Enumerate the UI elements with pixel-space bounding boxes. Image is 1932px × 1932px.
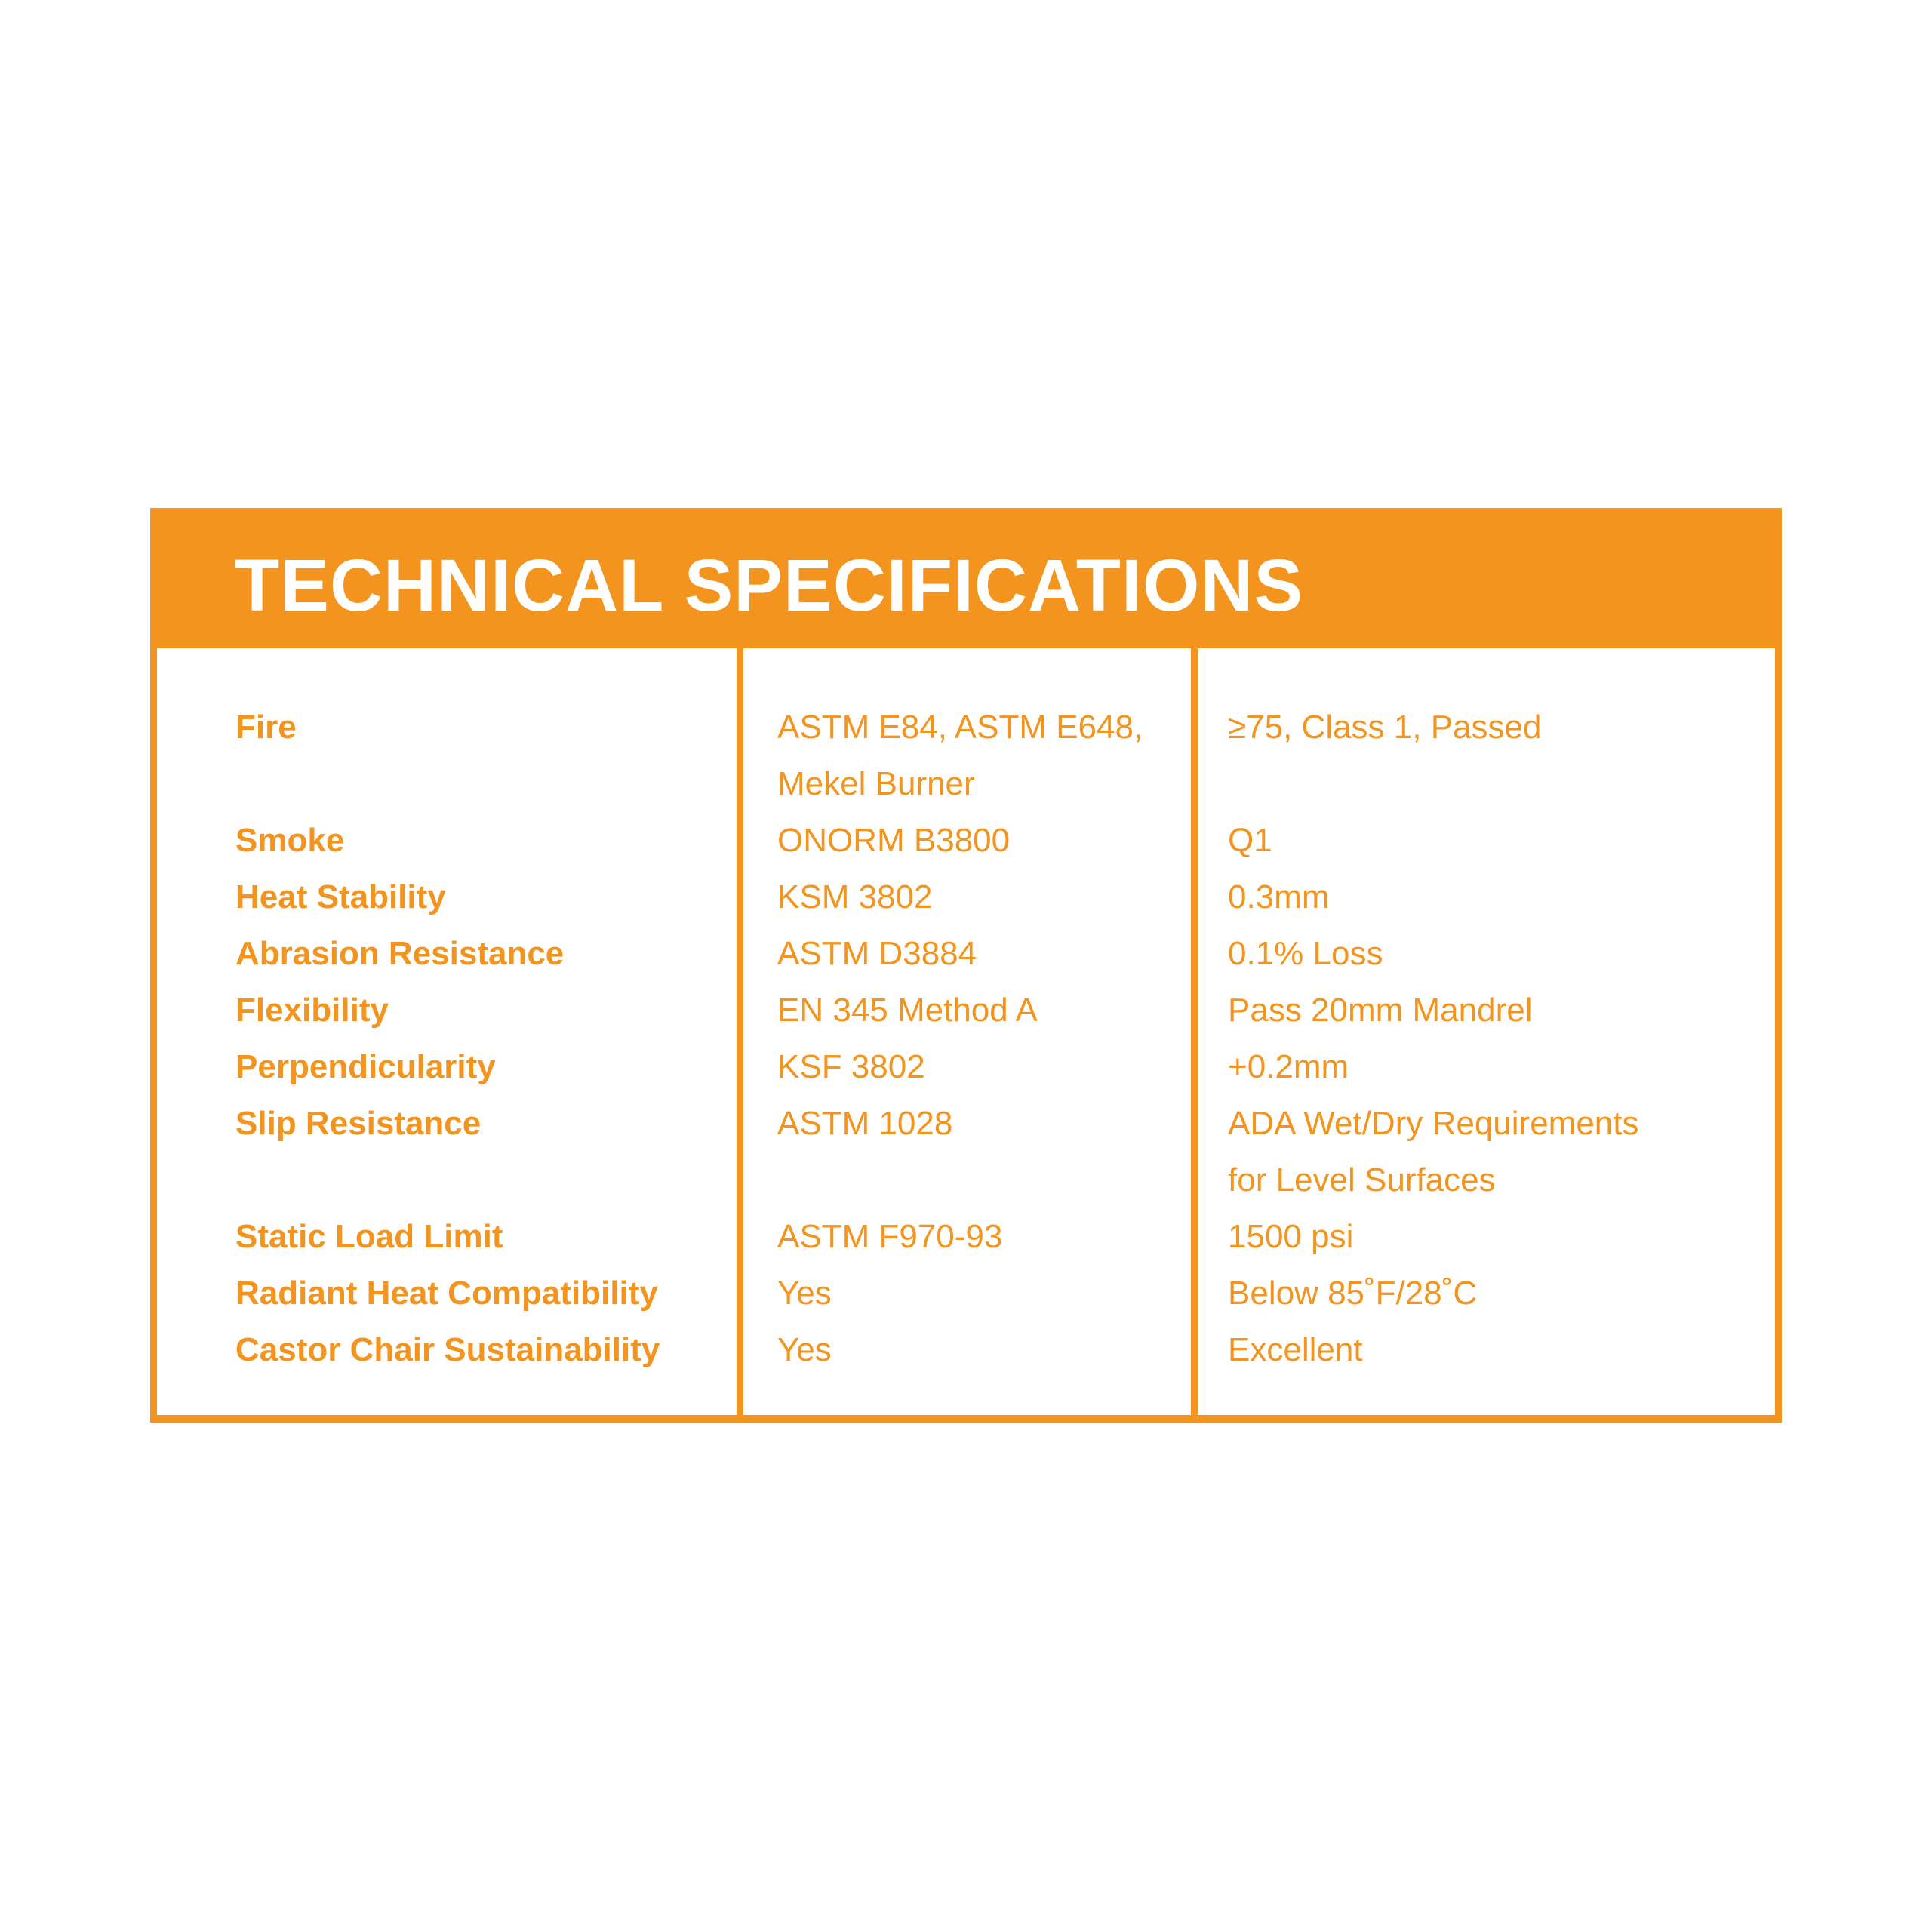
cell-line: Q1 <box>1228 822 1272 859</box>
cell-line: Excellent <box>1228 1331 1363 1368</box>
cell-line: for Level Surfaces <box>1228 1161 1496 1198</box>
cell-test-standard <box>743 699 1198 812</box>
cell-test-standard <box>743 1208 1198 1265</box>
cell-line: ≥75, Class 1, Passed <box>1228 709 1542 746</box>
table-row <box>157 699 1775 812</box>
cell-line: Flexibility <box>235 992 389 1029</box>
cell-property <box>157 1265 743 1321</box>
page-title: TECHNICAL SPECIFICATIONS <box>235 543 1304 626</box>
cell-test-standard <box>743 982 1198 1038</box>
cell-line: Yes <box>777 1275 832 1312</box>
table-row <box>157 925 1775 982</box>
cell-test-standard <box>743 1038 1198 1095</box>
column-divider-1 <box>737 648 743 1415</box>
cell-line: ASTM 1028 <box>777 1105 953 1142</box>
table-row <box>157 869 1775 925</box>
table-row <box>157 1265 1775 1321</box>
cell-result <box>1198 1321 1775 1378</box>
cell-property <box>157 1095 743 1152</box>
table-row <box>157 1208 1775 1265</box>
technical-specifications-card <box>150 508 1782 1423</box>
cell-result <box>1198 699 1775 755</box>
cell-result <box>1198 1095 1775 1208</box>
cell-test-standard <box>743 1265 1198 1321</box>
cell-line: Smoke <box>235 822 345 859</box>
cell-line: Mekel Burner <box>777 765 975 802</box>
spec-table <box>150 648 1782 1423</box>
cell-line: Heat Stability <box>235 878 446 915</box>
cell-test-standard <box>743 812 1198 869</box>
column-divider-2 <box>1191 648 1198 1415</box>
cell-line: ADA Wet/Dry Requirements <box>1228 1105 1639 1142</box>
cell-line: ASTM D3884 <box>777 935 977 972</box>
cell-line: 1500 psi <box>1228 1218 1354 1255</box>
cell-line: KSM 3802 <box>777 878 933 915</box>
cell-line: 0.1% Loss <box>1228 935 1383 972</box>
cell-result <box>1198 925 1775 982</box>
cell-property <box>157 925 743 982</box>
cell-result <box>1198 1038 1775 1095</box>
cell-property <box>157 982 743 1038</box>
spec-rows <box>157 699 1775 1378</box>
cell-result <box>1198 982 1775 1038</box>
cell-property <box>157 869 743 925</box>
cell-line: EN 345 Method A <box>777 992 1038 1029</box>
cell-line: ASTM E84, ASTM E648, <box>777 709 1143 746</box>
cell-property <box>157 1038 743 1095</box>
cell-property <box>157 812 743 869</box>
cell-line: Castor Chair Sustainability <box>235 1331 660 1368</box>
cell-test-standard <box>743 1321 1198 1378</box>
cell-line: +0.2mm <box>1228 1048 1349 1085</box>
cell-line: Abrasion Resistance <box>235 935 565 972</box>
cell-test-standard <box>743 869 1198 925</box>
cell-line: KSF 3802 <box>777 1048 925 1085</box>
cell-line: Static Load Limit <box>235 1218 503 1255</box>
cell-line: Radiant Heat Compatibility <box>235 1275 658 1312</box>
table-row <box>157 1321 1775 1378</box>
cell-result <box>1198 812 1775 869</box>
cell-property <box>157 699 743 755</box>
table-row <box>157 812 1775 869</box>
cell-result <box>1198 1265 1775 1321</box>
table-row <box>157 982 1775 1038</box>
table-row <box>157 1095 1775 1208</box>
cell-test-standard <box>743 1095 1198 1152</box>
table-row <box>157 1038 1775 1095</box>
cell-line: Fire <box>235 709 297 746</box>
cell-line: Perpendicularity <box>235 1048 496 1085</box>
cell-line: ASTM F970-93 <box>777 1218 1003 1255</box>
card-header-banner <box>150 508 1782 648</box>
cell-test-standard <box>743 925 1198 982</box>
cell-property <box>157 1321 743 1378</box>
cell-result <box>1198 1208 1775 1265</box>
cell-line: Slip Resistance <box>235 1105 481 1142</box>
cell-line: Yes <box>777 1331 832 1368</box>
cell-line: Below 85˚F/28˚C <box>1228 1275 1478 1312</box>
cell-property <box>157 1208 743 1265</box>
cell-line: Pass 20mm Mandrel <box>1228 992 1533 1029</box>
cell-line: 0.3mm <box>1228 878 1330 915</box>
cell-result <box>1198 869 1775 925</box>
cell-line: ONORM B3800 <box>777 822 1011 859</box>
